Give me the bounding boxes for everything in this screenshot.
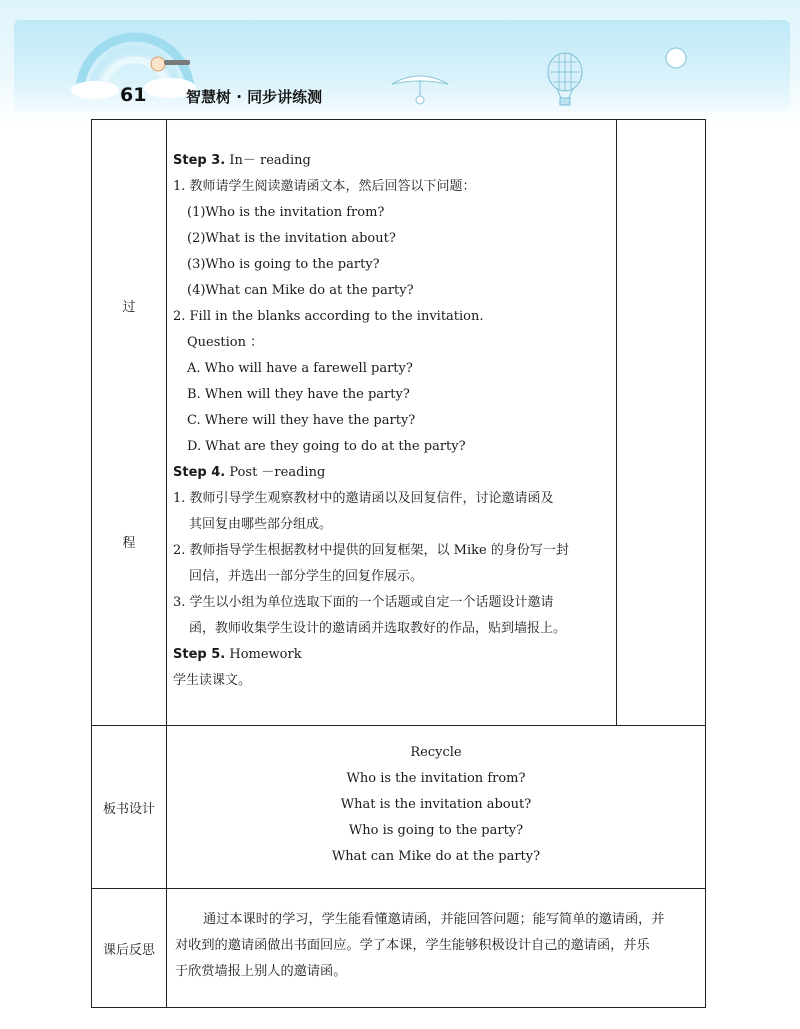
step4-item2-line1: 2. 教师指导学生根据教材中提供的回复框架，以 Mike 的身份写一封 <box>173 543 569 558</box>
reflection-content <box>167 889 706 1008</box>
step5-title: Step 5. <box>173 647 226 662</box>
step3-option-d: D. What are they going to do at the party? <box>187 439 466 454</box>
board-line-4: Who is going to the party? <box>348 823 524 838</box>
step4-item3-line1: 3. 学生以小组为单位选取下面的一个话题或自定一个话题设计邀请 <box>173 595 554 610</box>
board-line-1: Recycle <box>410 745 462 760</box>
step3-question-3: (3)Who is going to the party? <box>187 257 380 272</box>
step4-title: Step 4. <box>173 465 226 480</box>
board-design-label: 板书设计 <box>92 726 167 889</box>
step4-item2-line2: 回信，并选出一部分学生的回复作展示。 <box>189 569 424 584</box>
step4-name: Post －reading <box>229 465 326 480</box>
step4-item1-line1: 1. 教师引导学生观察教材中的邀请函以及回复信件，讨论邀请函及 <box>173 491 554 506</box>
process-label-cell <box>92 120 167 726</box>
step3-question-1: (1)Who is the invitation from? <box>187 205 385 220</box>
hang-glider-icon <box>390 70 450 110</box>
reflection-line-3: 于欣赏墙报上别人的邀请函。 <box>175 964 347 979</box>
process-row <box>92 120 706 726</box>
board-line-3: What is the invitation about? <box>340 797 532 812</box>
step3-question-4: (4)What can Mike do at the party? <box>187 283 414 298</box>
board-design-content <box>167 726 706 889</box>
series-title: 智慧树 · 同步讲练测 <box>186 88 323 106</box>
process-label-top: 过 <box>122 300 136 315</box>
notes-cell <box>617 120 706 726</box>
step4-item3-line2: 函，教师收集学生设计的邀请函并选取教好的作品，贴到墙报上。 <box>189 621 567 636</box>
step3-option-a: A. Who will have a farewell party? <box>187 361 413 376</box>
step3-title: Step 3. <box>173 153 226 168</box>
step3-question-2: (2)What is the invitation about? <box>187 231 396 246</box>
step3-name: In－ reading <box>229 153 311 168</box>
step3-item2: 2. Fill in the blanks according to the invitation. <box>173 309 484 324</box>
board-design-row <box>92 726 706 889</box>
lesson-plan-table <box>91 119 706 1008</box>
process-content-cell <box>167 120 617 726</box>
step3-option-c: C. Where will they have the party? <box>187 413 416 428</box>
reflection-row <box>92 889 706 1008</box>
hot-air-balloon-icon <box>545 52 585 108</box>
reflection-label: 课后反思 <box>92 889 167 1008</box>
sun-icon <box>664 46 688 70</box>
step3-option-b: B. When will they have the party? <box>187 387 410 402</box>
page-number: 61 <box>120 84 147 106</box>
step3-item1: 1. 教师请学生阅读邀请函文本，然后回答以下问题： <box>173 179 476 194</box>
step5-name: Homework <box>229 647 302 662</box>
board-line-5: What can Mike do at the party? <box>331 849 541 864</box>
board-line-2: Who is the invitation from? <box>346 771 526 786</box>
step3-question-label: Question ： <box>187 335 264 350</box>
process-label-bottom: 程 <box>122 536 136 551</box>
reflection-line-1: 通过本课时的学习，学生能看懂邀请函，并能回答问题；能写简单的邀请函，并 <box>203 912 665 927</box>
step4-item1-line2: 其回复由哪些部分组成。 <box>189 517 333 532</box>
step5-text: 学生读课文。 <box>173 673 252 688</box>
reflection-line-2: 对收到的邀请函做出书面回应。学了本课，学生能够积极设计自己的邀请函，并乐 <box>175 938 650 953</box>
